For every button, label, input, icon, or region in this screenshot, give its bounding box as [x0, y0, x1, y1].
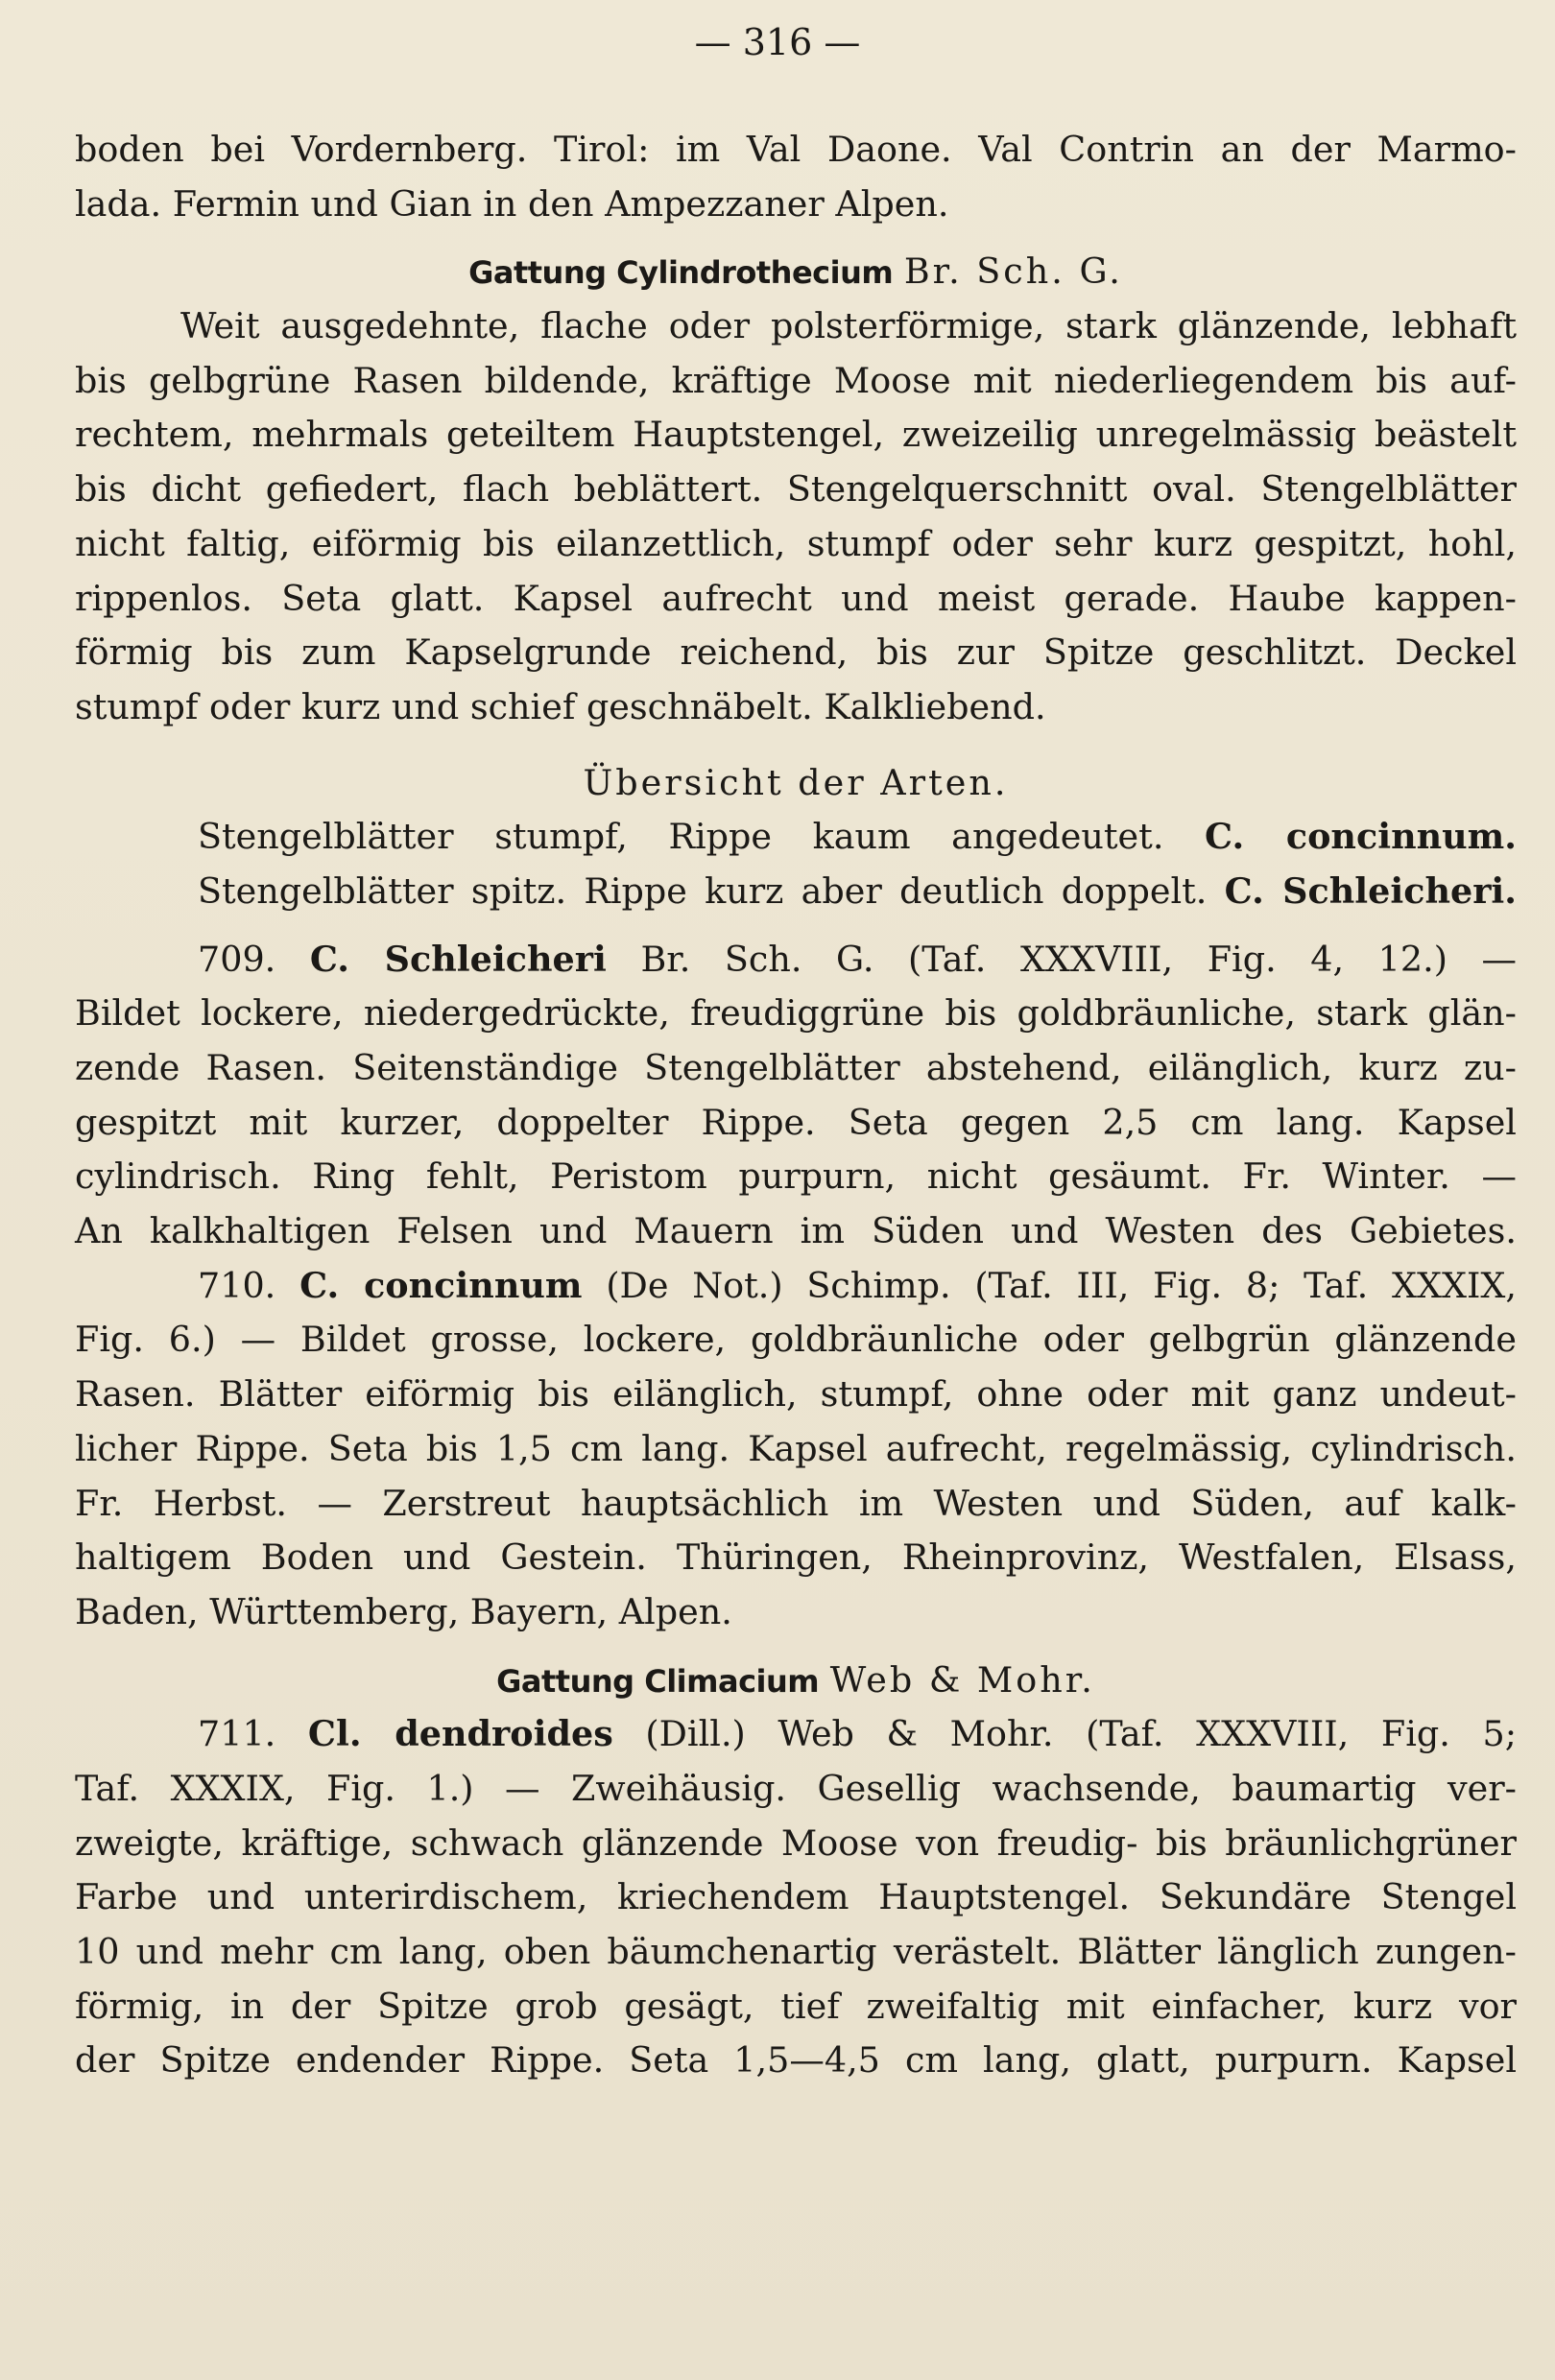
text-line: Baden, Württemberg, Bayern, Alpen. [75, 1590, 732, 1632]
genus-heading-climacium [75, 1654, 1517, 1708]
text-line: Fr. Herbst. — Zerstreut hauptsächlich im Westen und Süden, auf kalk- [75, 1482, 1517, 1524]
text-line: haltigem Boden und Gestein. Thüringen, Rheinprovinz, Westfalen, Elsass, [75, 1536, 1517, 1579]
text-line: bis gelbgrüne Rasen bildende, kräftige Moose mit niederliegendem bis auf- [75, 359, 1517, 401]
page-body [75, 123, 1517, 2088]
species-number: 711. [198, 1713, 276, 1755]
text-line: licher Rippe. Seta bis 1,5 cm lang. Kapsel aufrecht, regelmässig, cylindrisch. [75, 1427, 1517, 1469]
species-name: C. concinnum [299, 1264, 583, 1306]
species-overview-title: Übersicht der Arten. [583, 761, 1009, 803]
text-line: lada. Fermin und Gian in den Ampezzaner Alpen. [75, 182, 949, 225]
text-line: nicht faltig, eiförmig bis eilanzettlich, stumpf oder sehr kurz gespitzt, hohl, [75, 522, 1517, 564]
text-line: gespitzt mit kurzer, doppelter Rippe. Seta gegen 2,5 cm lang. Kapsel [75, 1101, 1517, 1143]
text-line: förmig, in der Spitze grob gesägt, tief zweifaltig mit einfacher, kurz vor [75, 1985, 1517, 2027]
species-number: 709. [198, 938, 276, 980]
species-entry-710 [75, 1259, 1517, 1314]
key-line [75, 865, 1517, 919]
text-line: Weit ausgedehnte, flache oder polsterförmige, stark glänzende, lebhaft [180, 305, 1517, 347]
genus-authors: Web & Mohr. [829, 1658, 1095, 1701]
genus-heading-cylindrothecium [75, 245, 1517, 299]
species-citation: (De Not.) Schimp. (Taf. III, Fig. 8; Taf. XXXIX, [606, 1264, 1518, 1306]
text-line: zweigte, kräftige, schwach glänzende Moose von freudig- bis bräunlichgrüner [75, 1821, 1517, 1864]
species-number: 710. [198, 1264, 276, 1306]
text-line: Taf. XXXIX, Fig. 1.) — Zweihäusig. Gesellig wachsende, baumartig ver- [75, 1767, 1517, 1809]
text-line: rippenlos. Seta glatt. Kapsel aufrecht und meist gerade. Haube kappen- [75, 577, 1517, 619]
species-citation: Br. Sch. G. (Taf. XXXVIII, Fig. 4, 12.) — [640, 938, 1518, 980]
page-number: — 316 — [694, 21, 861, 63]
species-name: C. Schleicheri [309, 938, 607, 980]
text-line: bis dicht gefiedert, flach beblättert. Stengelquerschnitt oval. Stengelblätter [75, 468, 1517, 511]
species-citation: (Dill.) Web & Mohr. (Taf. XXXVIII, Fig. 5; [645, 1713, 1517, 1755]
text-line: boden bei Vordernberg. Tirol: im Val Daone. Val Contrin an der Marmo- [75, 129, 1517, 170]
text-line: Farbe und unterirdischem, kriechendem Hauptstengel. Sekundäre Stengel [75, 1876, 1517, 1918]
text-line: förmig bis zum Kapselgrunde reichend, bis zur Spitze geschlitzt. Deckel [75, 631, 1517, 674]
text-line: zende Rasen. Seitenständige Stengelblätter abstehend, eilänglich, kurz zu- [75, 1047, 1517, 1088]
text-line: Rasen. Blätter eiförmig bis eilänglich, stumpf, ohne oder mit ganz undeut- [75, 1373, 1517, 1416]
text-line: stumpf oder kurz und schief geschnäbelt. Kalkliebend. [75, 685, 1046, 727]
text-line: cylindrisch. Ring fehlt, Peristom purpurn, nicht gesäumt. Fr. Winter. — [75, 1155, 1517, 1198]
key-species: C. concinnum. [1205, 816, 1518, 858]
genus-authors: Br. Sch. G. [903, 250, 1123, 293]
species-name: Cl. dendroides [307, 1713, 613, 1755]
genus-name: Gattung Cylindrothecium [468, 254, 894, 292]
text-line: rechtem, mehrmals geteiltem Hauptstengel, zweizeilig unregelmässig beästelt [75, 414, 1517, 456]
text-line: Fig. 6.) — Bildet grosse, lockere, goldbräunliche oder gelbgrün glänzende [75, 1319, 1517, 1361]
text-line: der Spitze endender Rippe. Seta 1,5—4,5 cm lang, glatt, purpurn. Kapsel [75, 2039, 1517, 2082]
key-line [75, 810, 1517, 865]
text-line: Bildet lockere, niedergedrückte, freudiggrüne bis goldbräunliche, stark glän- [75, 992, 1517, 1035]
text-line: An kalkhaltigen Felsen und Mauern im Süden und Westen des Gebietes. [75, 1210, 1517, 1252]
species-entry-711 [75, 1707, 1517, 1762]
key-species: C. Schleicheri. [1224, 869, 1518, 912]
key-text: Stengelblätter spitz. Rippe kurz aber deutlich doppelt. [198, 869, 1208, 912]
text-line: 10 und mehr cm lang, oben bäumchenartig verästelt. Blätter länglich zungen- [75, 1931, 1517, 1972]
key-text: Stengelblätter stumpf, Rippe kaum angedeutet. [198, 816, 1164, 858]
genus-name: Gattung Climacium [496, 1662, 820, 1700]
species-entry-709 [75, 933, 1517, 988]
